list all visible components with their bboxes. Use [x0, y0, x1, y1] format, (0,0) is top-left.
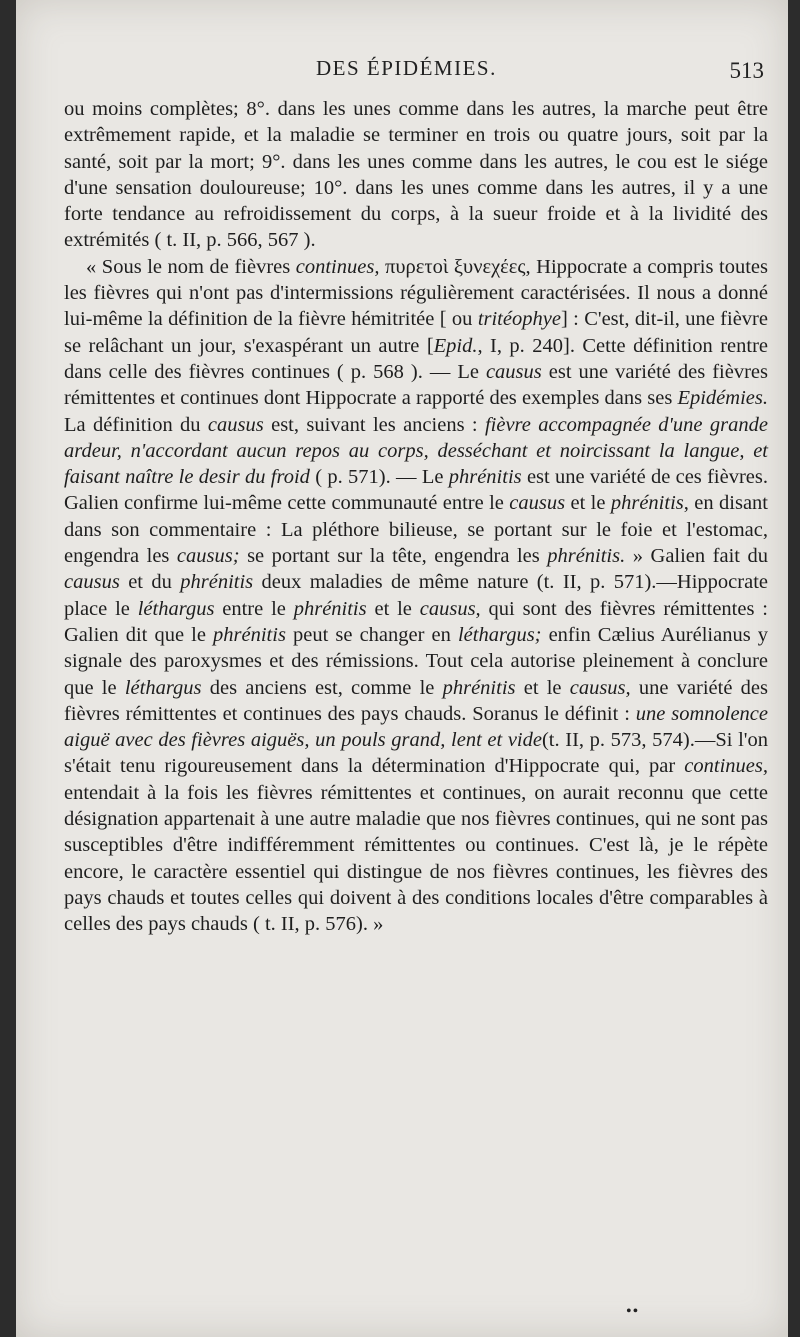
paragraph-1: ou moins complètes; 8°. dans les unes comme dans les autres, la marche peut être extrêmement rapide, et la maladie se terminer en trois ou quatre jours, soit par la santé, soit par la mort; 9°. dans les unes comme dans les autres, le cou est le siége d'une sensation douloureuse; 10°. dans les unes comme dans les autres, il y a une forte tendance au refroidissement du corps, à la sueur froide et à la lividité des extrémités ( t. II, p. 566, 567 ).: [64, 98, 768, 252]
page-number: 513: [729, 58, 764, 83]
page-header: [16, 56, 788, 90]
running-title: DES ÉPIDÉMIES.: [316, 56, 497, 80]
paragraph-2: « Sous le nom de fièvres continues, πυρετοὶ ξυνεχέες, Hippocrate a compris toutes les fièvres qui n'ont pas d'intermissions régulièrement caractérisées. Il nous a donné lui-même la définition de la fièvre hémitritée [ ou tritéophye] : C'est, dit-il, une fièvre se relâchant un jour, s'exaspérant un autre [Epid., I, p. 240]. Cette définition rentre dans celle des fièvres continues ( p. 568 ). — Le causus est une variété des fièvres rémittentes et continues dont Hippocrate a rapporté des exemples dans ses Epidémies. La définition du causus est, suivant les anciens : fièvre accompagnée d'une grande ardeur, n'accordant aucun repos au corps, desséchant et noircissant la langue, et faisant naître le desir du froid ( p. 571). — Le phrénitis est une variété de ces fièvres. Galien confirme lui-même cette communauté entre le causus et le phrénitis, en disant dans son commentaire : La pléthore bilieuse, se portant sur le foie et l'estomac, engendra les causus; se portant sur la tête, engendra les phrénitis. » Galien fait du causus et du phrénitis deux maladies de même nature (t. II, p. 571).—Hippocrate place le léthargus entre le phrénitis et le causus, qui sont des fièvres rémittentes : Galien dit que le phrénitis peut se changer en léthargus; enfin Cælius Aurélianus y signale des paroxysmes et des rémissions. Tout cela autorise pleinement à conclure que le léthargus des anciens est, comme le phrénitis et le causus, une variété des fièvres rémittentes et continues des pays chauds. Soranus le définit : une somnolence aiguë avec des fièvres aiguës, un pouls grand, lent et vide(t. II, p. 573, 574).—Si l'on s'était tenu rigoureusement dans la détermination d'Hippocrate qui, par continues, entendait à la fois les fièvres rémittentes et continues, on aurait reconnu que cette désignation appartenait à une autre maladie que nos fièvres continues, qui ne sont pas susceptibles d'être indifféremment rémittentes ou continues. C'est là, je le répète encore, le caractère essentiel qui distingue de nos fièvres continues, les fièvres des pays chauds et toutes celles qui doivent à des conditions locales d'être comparables à celles des pays chauds ( t. II, p. 576). »: [64, 255, 769, 936]
signature-mark: ••: [626, 1303, 640, 1320]
book-page: [16, 0, 788, 1337]
body-text: [64, 96, 768, 938]
